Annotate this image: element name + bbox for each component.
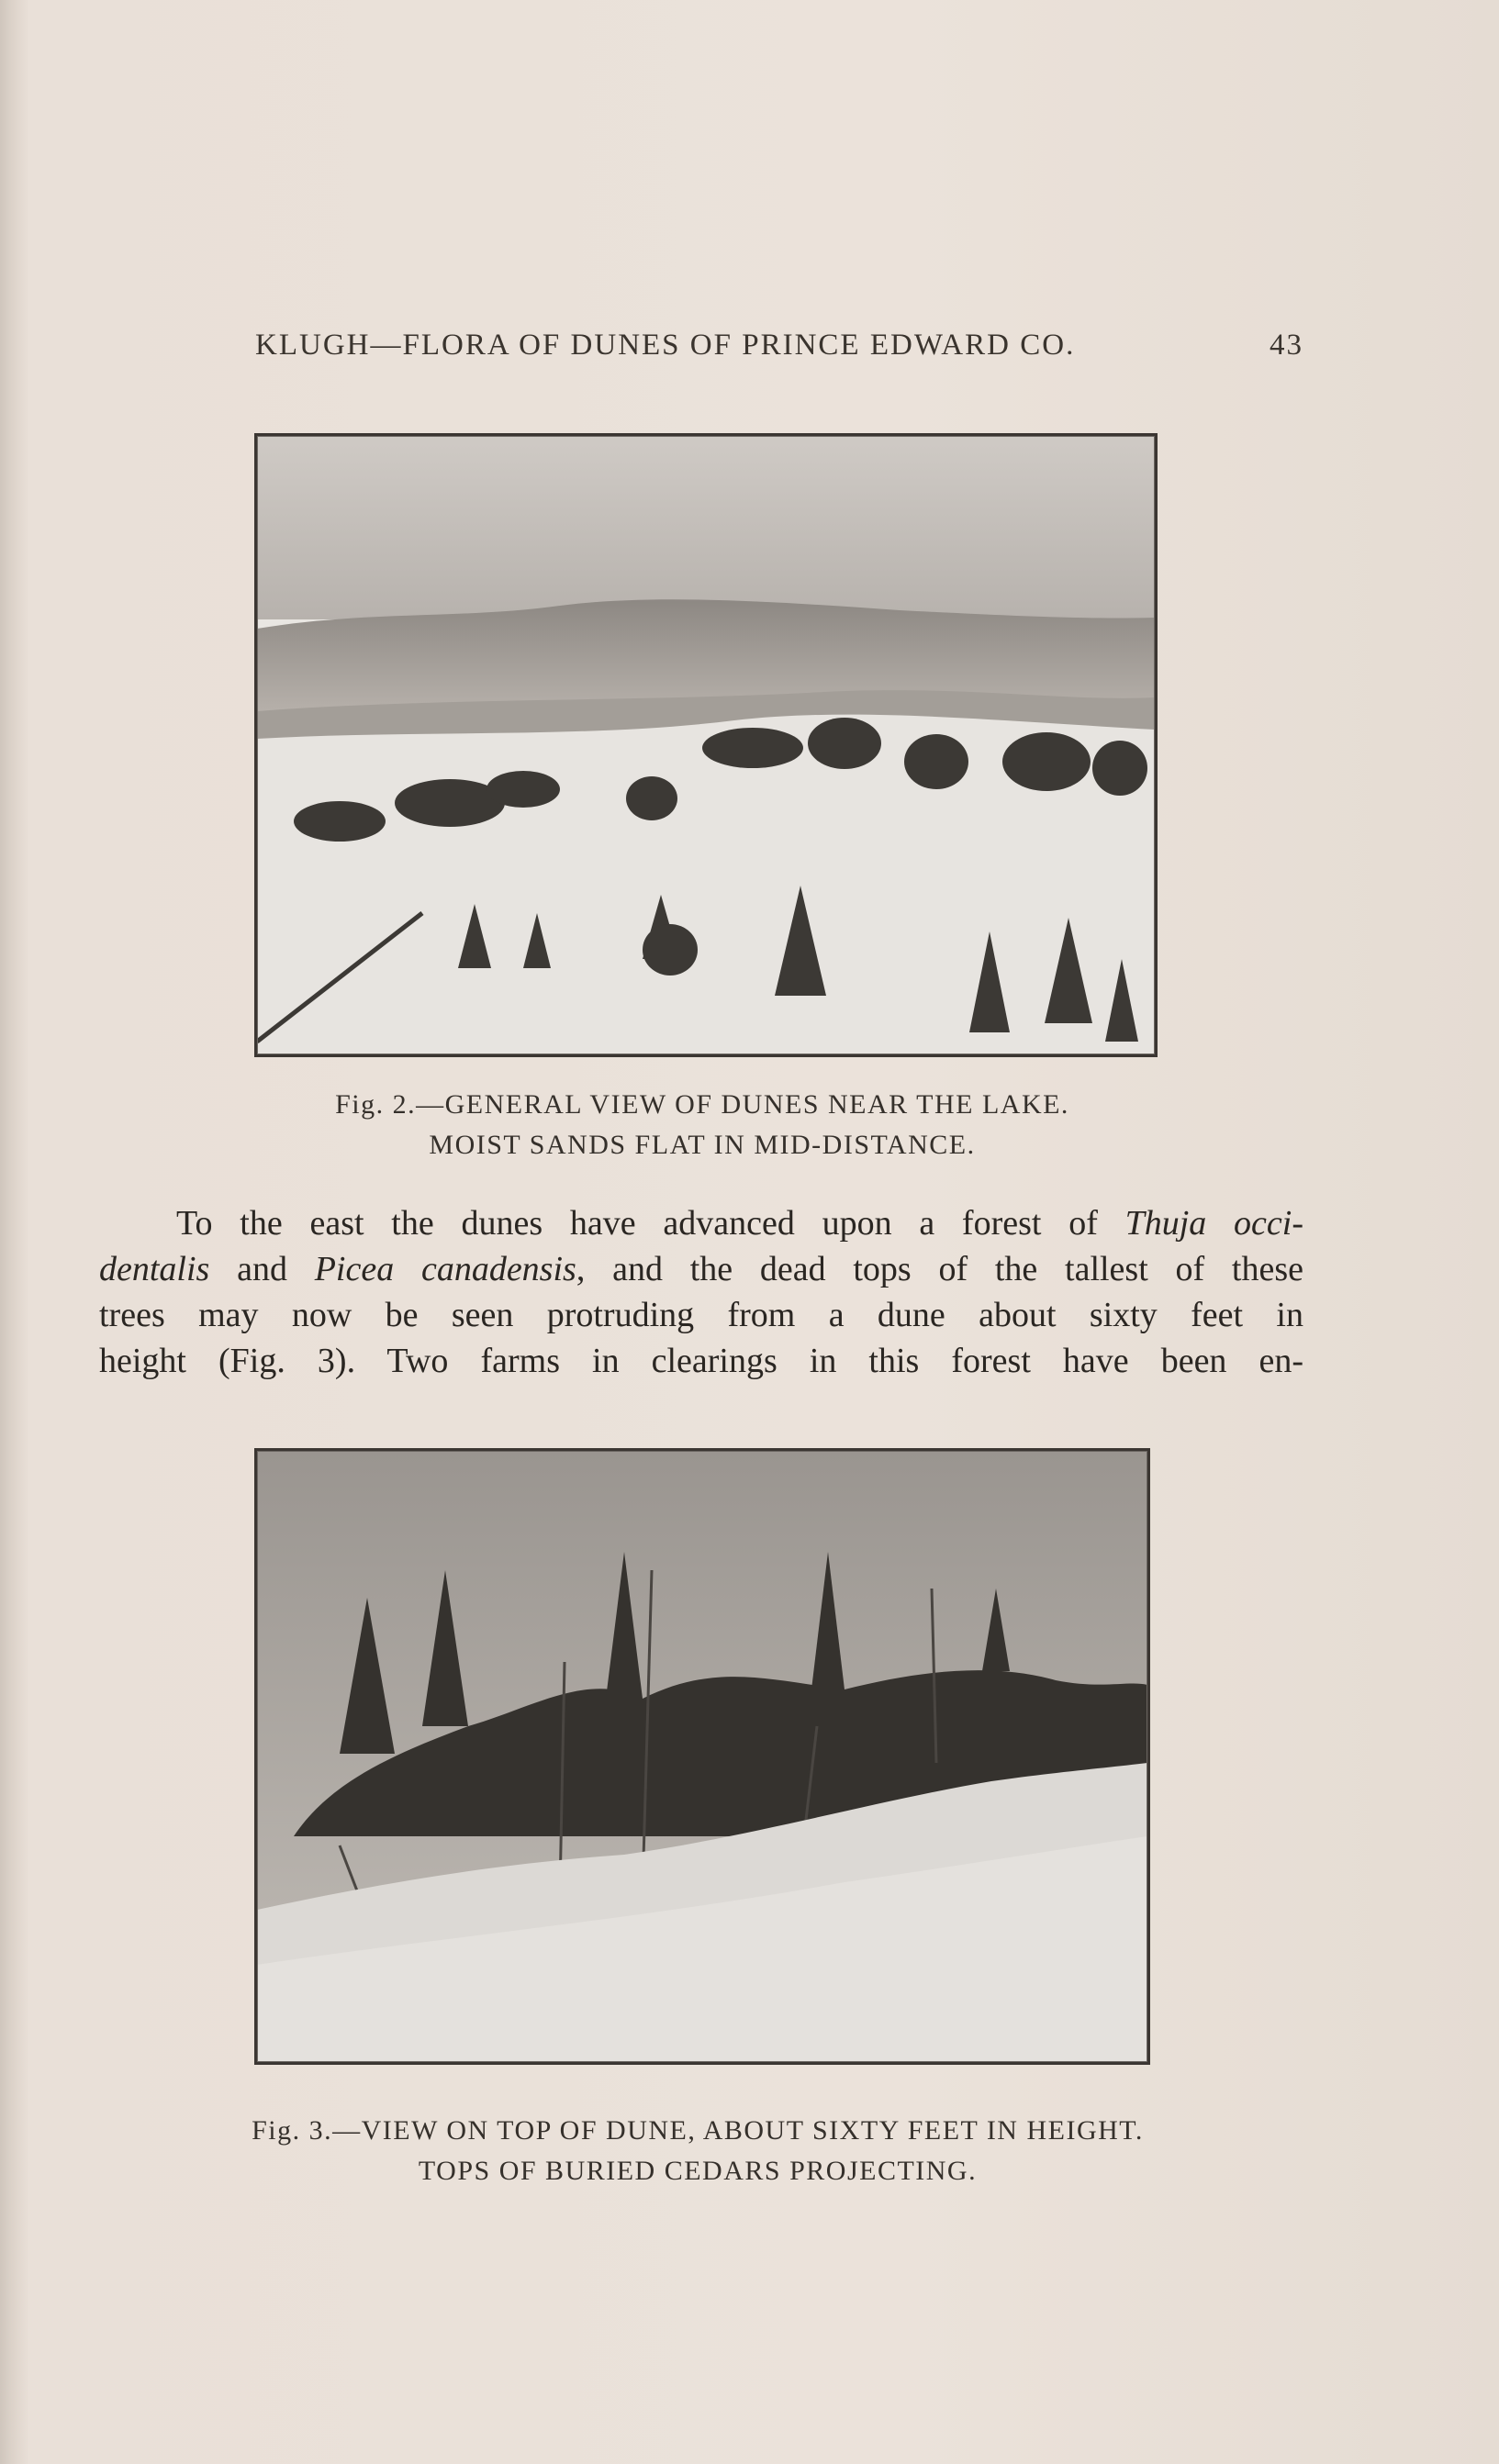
figure-2-photo	[254, 433, 1158, 1057]
figure-2-caption-line-2: MOIST SANDS FLAT IN MID-DISTANCE.	[429, 1130, 976, 1160]
running-title: KLUGH—FLORA OF DUNES OF PRINCE EDWARD CO.	[255, 329, 1076, 362]
figure-3-caption-line-1: Fig. 3.—VIEW ON TOP OF DUNE, ABOUT SIXTY FEET IN HEIGHT.	[252, 2115, 1144, 2146]
paragraph-line-3: trees may now be seen protruding from a dune about sixty feet in	[99, 1296, 1303, 1334]
dune-top-photo	[257, 1451, 1147, 2062]
paragraph-line-2	[99, 1246, 1303, 1292]
paragraph-line-1	[99, 1200, 1303, 1246]
italic-species-name: Picea canadensis	[314, 1250, 576, 1288]
figure-3-caption	[101, 2111, 1294, 2191]
paragraph-text: To the east the dunes have advanced upon a forest of	[176, 1204, 1125, 1243]
figure-2-caption	[129, 1085, 1276, 1165]
dunes-landscape-photo	[257, 436, 1155, 1054]
paragraph-line-4: height (Fig. 3). Two farms in clearings in this forest have been en-	[99, 1342, 1303, 1380]
italic-species-name: Thuja occi-	[1124, 1204, 1303, 1243]
italic-species-name: dentalis	[99, 1250, 210, 1288]
paragraph-text: and	[209, 1250, 315, 1288]
page-number: 43	[1270, 329, 1303, 362]
running-header	[255, 329, 1303, 362]
body-paragraph	[99, 1200, 1303, 1384]
figure-3-caption-line-2: TOPS OF BURIED CEDARS PROJECTING.	[418, 2156, 978, 2186]
paragraph-text: , and the dead tops of the tallest of these	[576, 1250, 1303, 1288]
figure-2-caption-line-1: Fig. 2.—GENERAL VIEW OF DUNES NEAR THE LAKE.	[335, 1089, 1069, 1120]
figure-3-photo	[254, 1448, 1150, 2065]
